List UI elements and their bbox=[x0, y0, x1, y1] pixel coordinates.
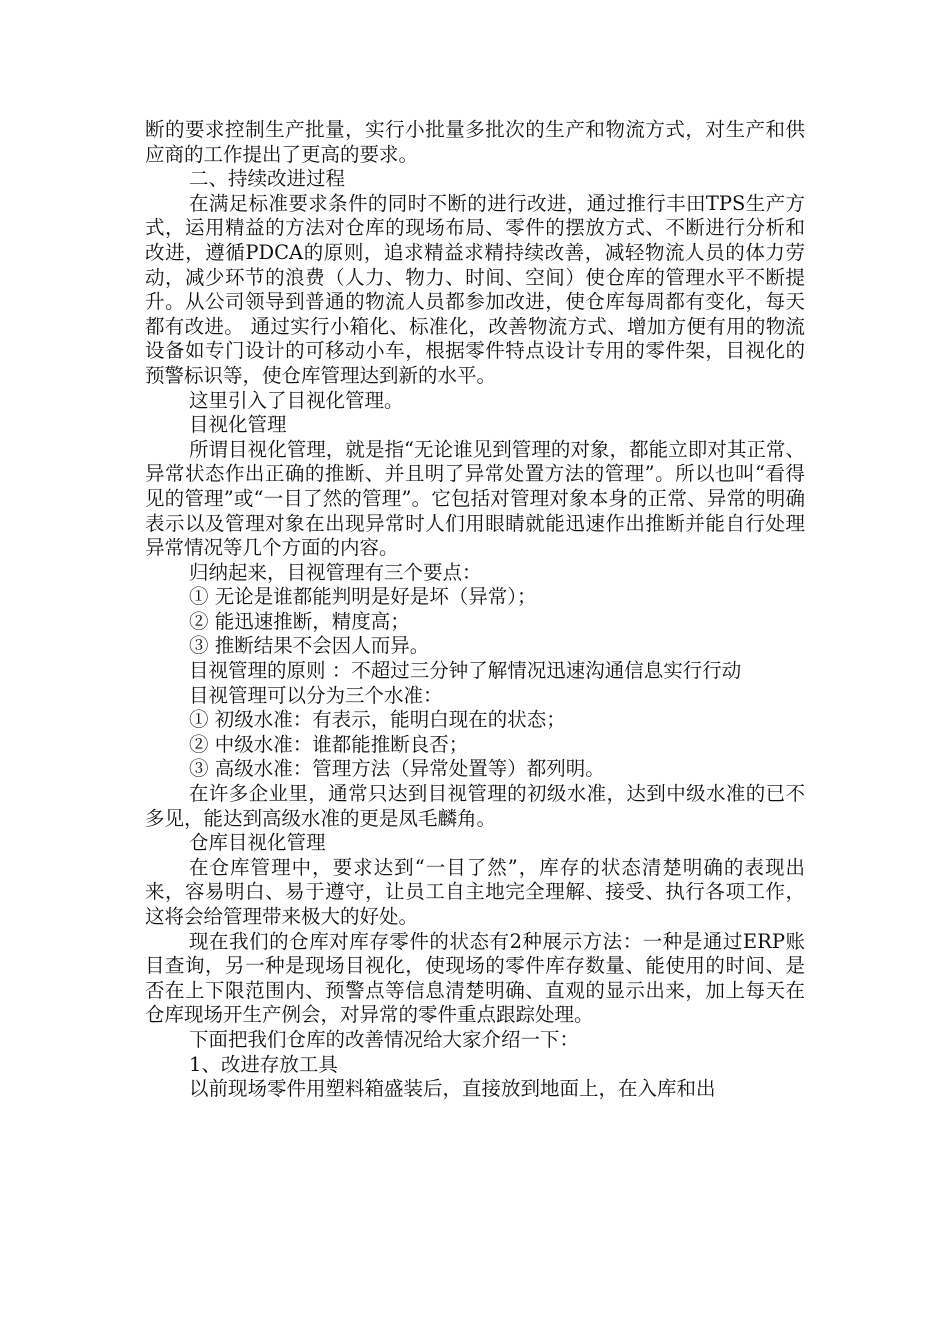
paragraph-three-levels-intro: 目视管理可以分为三个水准： bbox=[189, 683, 443, 707]
paragraph-warehouse-requirements: 在仓库管理中，要求达到“一目了然”，库存的状态清楚明确的表现出来，容易明白、易于遵守，让员工自主地完全理解、接受、执行各项工作，这将会给管理带来极大的好处。 bbox=[145, 855, 805, 928]
list-item-level-1: ① 初级水准：有表示，能明白现在的状态； bbox=[189, 708, 566, 732]
list-item-level-3: ③ 高级水准：管理方法（异常处置等）都列明。 bbox=[189, 757, 605, 781]
paragraph-visual-management-principle: 目视管理的原则 ：不超过三分钟了解情况迅速沟通信息实行行动 bbox=[189, 659, 742, 683]
section-heading-visual-management: 目视化管理 bbox=[189, 413, 287, 437]
list-item-point-1: ① 无论是谁都能判明是好是坏（异常）； bbox=[189, 585, 537, 609]
paragraph-visual-management-definition: 所谓目视化管理，就是指“无论谁见到管理的对象，都能立即对其正常、异常状态作出正确的推断、并且明了异常处置方法的管理”。所以也叫“看得见的管理”或“一目了然的管理”。它包括对管理对象本身的正常、异常的明确表示以及管理对象在出现异常时人们用眼睛就能迅速作出推断并能自行处理异常情况等几个方面的内容。 bbox=[145, 437, 805, 560]
document-page bbox=[145, 118, 805, 1102]
paragraph-three-points-intro: 归纳起来，目视管理有三个要点： bbox=[189, 560, 482, 584]
section-heading-continuous-improvement: 二、持续改进过程 bbox=[189, 167, 346, 191]
list-item-point-3: ③ 推断结果不会因人而异。 bbox=[189, 634, 430, 658]
paragraph-improvement-intro: 下面把我们仓库的改善情况给大家介绍一下： bbox=[189, 1027, 580, 1051]
paragraph-continuation: 断的要求控制生产批量，实行小批量多批次的生产和物流方式，对生产和供应商的工作提出了更高的要求。 bbox=[145, 118, 805, 166]
paragraph-display-methods: 现在我们的仓库对库存零件的状态有2种展示方法：一种是通过ERP账目查询，另一种是现场目视化，使现场的零件库存数量、能使用的时间、是否在上下限范围内、预警点等信息清楚明确、直观的显示出来，加上每天在仓库现场开生产例会，对异常的零件重点跟踪处理。 bbox=[145, 929, 805, 1027]
section-heading-warehouse-visual-management: 仓库目视化管理 bbox=[189, 831, 326, 855]
section-heading-storage-tools: 1、改进存放工具 bbox=[189, 1052, 338, 1076]
paragraph-improvement-process: 在满足标准要求条件的同时不断的进行改进，通过推行丰田TPS生产方式，运用精益的方法对仓库的现场布局、零件的摆放方式、不断进行分析和改进，遵循PDCA的原则，追求精益求精持续改善，减轻物流人员的体力劳动，减少环节的浪费（人力、物力、时间、空间）使仓库的管理水平不断提升。从公司领导到普通的物流人员都参加改进，使仓库每周都有变化，每天都有改进。 通过实行小箱化、标准化，改善物流方式、增加方便有用的物流设备如专门设计的可移动小车，根据零件特点设计专用的零件架，目视化的预警标识等，使仓库管理达到新的水平。 bbox=[145, 191, 805, 387]
paragraph-visual-management-intro: 这里引入了目视化管理。 bbox=[189, 388, 404, 412]
list-item-level-2: ② 中级水准：谁都能推断良否； bbox=[189, 732, 469, 756]
paragraph-storage-tools-start: 以前现场零件用塑料箱盛装后，直接放到地面上，在入库和出 bbox=[189, 1077, 716, 1101]
paragraph-levels-observation: 在许多企业里，通常只达到目视管理的初级水准，达到中级水准的已不多见，能达到高级水准的更是凤毛麟角。 bbox=[145, 782, 805, 830]
list-item-point-2: ② 能迅速推断，精度高； bbox=[189, 609, 410, 633]
